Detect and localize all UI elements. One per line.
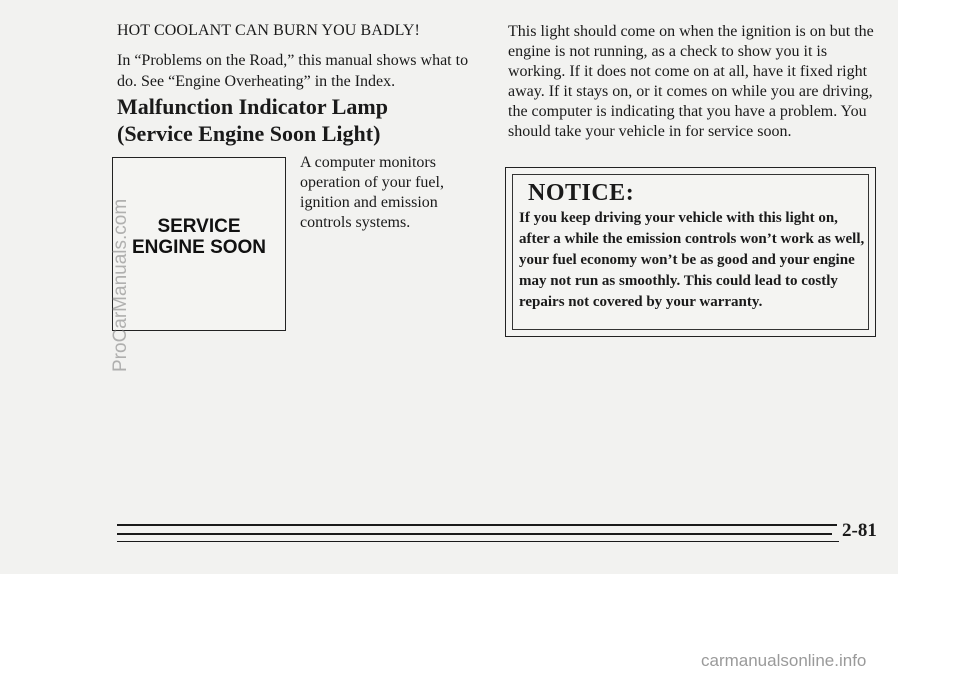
side-watermark: ProCarManuals.com [110,198,131,372]
notice-title: NOTICE: [528,180,635,206]
lamp-label-line-1: SERVICE [157,216,241,237]
coolant-warning: HOT COOLANT CAN BURN YOU BADLY! [117,22,420,39]
footer-rule-middle [117,533,832,535]
notice-body: If you keep driving your vehicle with this light on, after a while the emission controls won’t work as well, your fuel economy won’t be as good and your engine may not run as smoothly. This could lead to costly repairs not covered by your warranty. [519,210,865,310]
lamp-label [113,216,285,258]
footer-rule-top [117,524,837,526]
heading-line-1: Malfunction Indicator Lamp [117,94,388,119]
intro-paragraph: In “Problems on the Road,” this manual shows what to do. See “Engine Overheating” in the Index. [117,52,469,90]
lamp-label-line-2: ENGINE SOON [131,237,267,258]
service-engine-soon-lamp-illustration [112,157,286,331]
bottom-watermark: carmanualsonline.info [701,651,867,670]
section-heading [117,93,497,147]
heading-line-2: (Service Engine Soon Light) [117,121,381,146]
light-check-paragraph: This light should come on when the ignition is on but the engine is not running, as a check to show you it is working. If it does not come on at all, have it fixed right away. If it stays on, or it comes on while you are driving, the computer is indicating that you have a problem. You should take your vehicle in for service soon. [508,23,874,140]
computer-monitor-paragraph: A computer monitors operation of your fuel, ignition and emission controls systems. [300,154,444,231]
page-number: 2-81 [842,520,877,541]
notice-box [505,167,876,337]
footer-rule-bottom [117,541,839,542]
